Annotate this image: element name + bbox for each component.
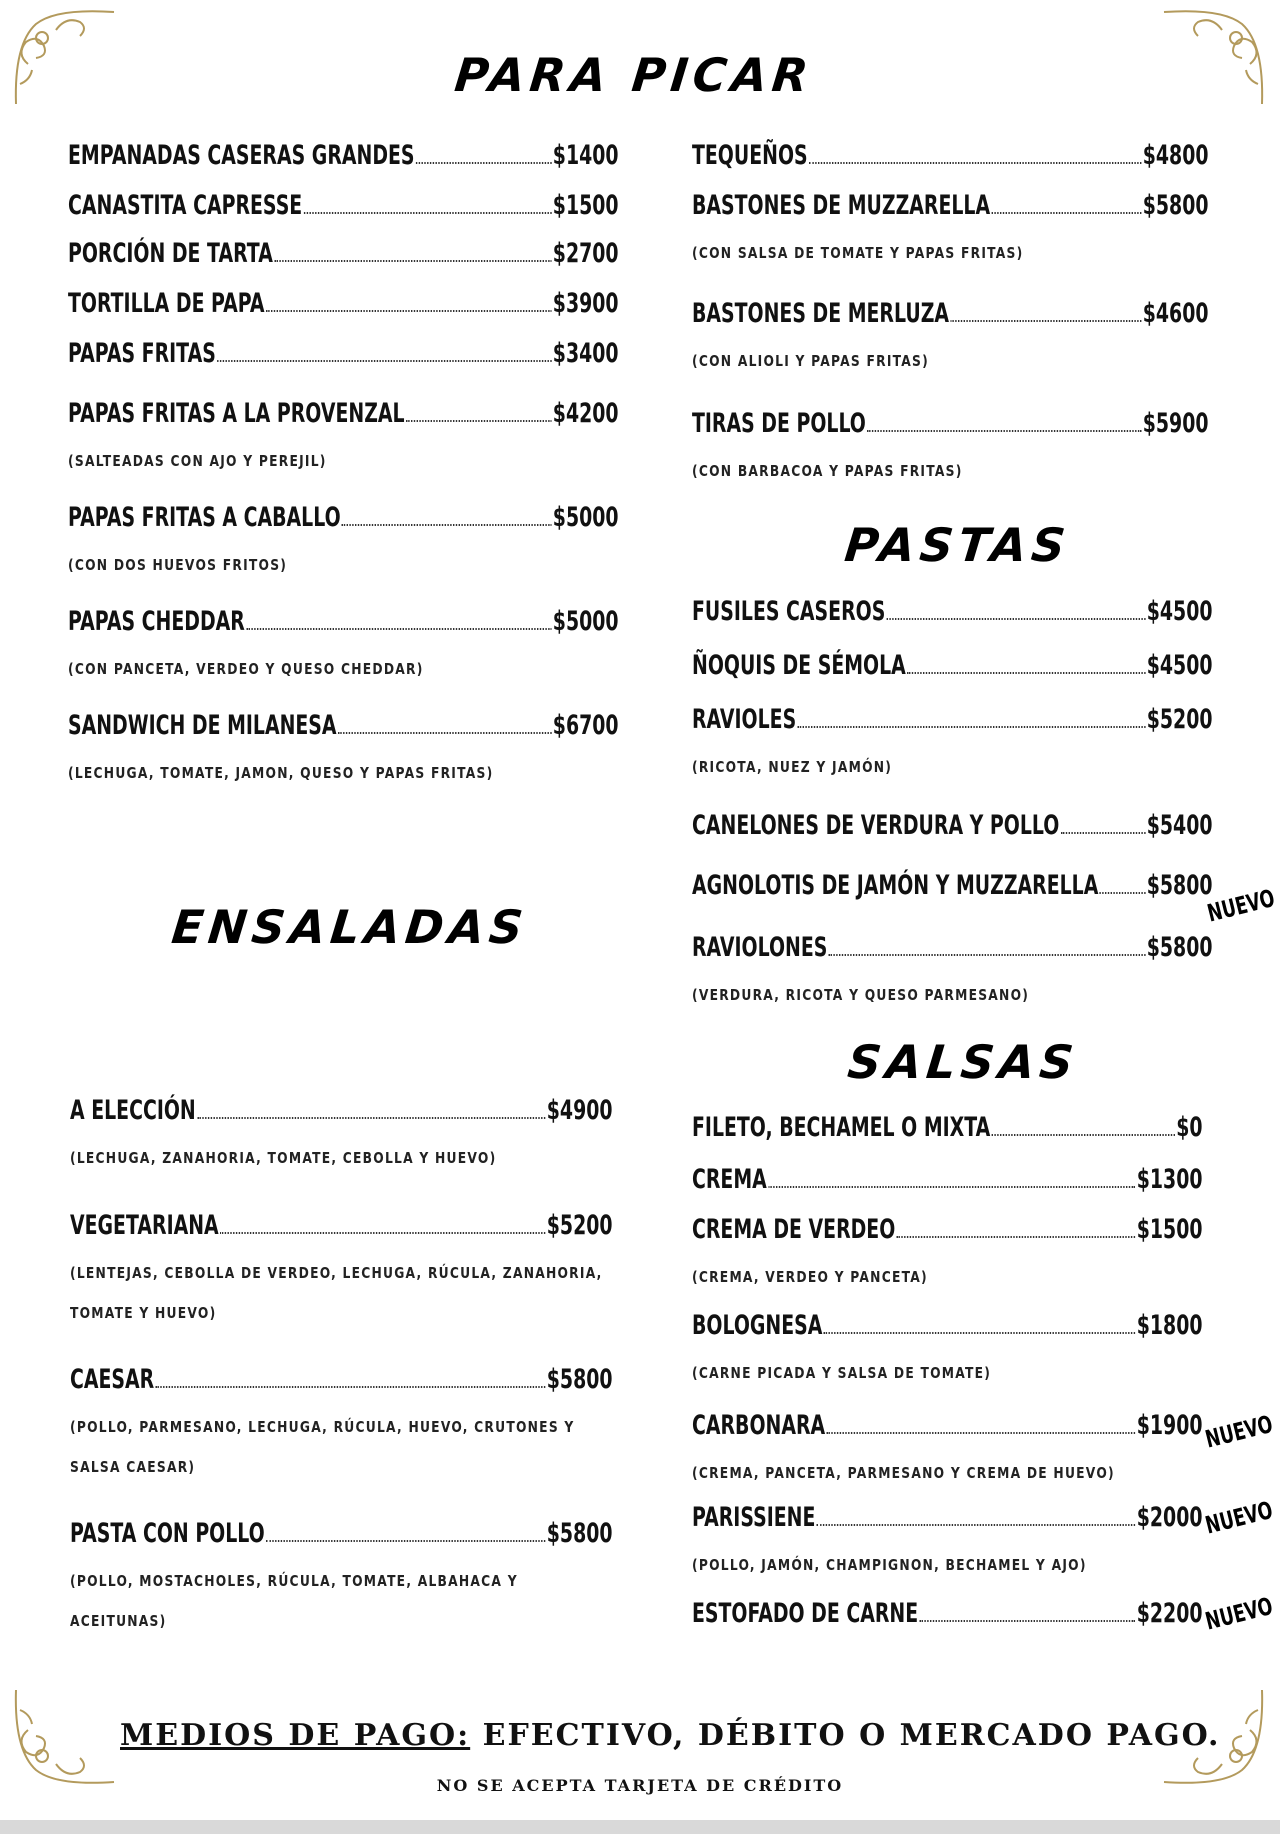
- menu-item-description: (POLLO, PARMESANO, LECHUGA, RÚCULA, HUEVO, CRUTONES Y SALSA CAESAR): [70, 1418, 575, 1476]
- dot-leader: [798, 726, 1146, 728]
- ornament-corner-icon: [1162, 4, 1272, 114]
- menu-item-description: (CREMA, PANCETA, PARMESANO Y CREMA DE HUEVO): [692, 1464, 1115, 1482]
- menu-item: [70, 1210, 612, 1333]
- menu-item: [692, 704, 1212, 787]
- menu-item-price: $2200: [1136, 1598, 1203, 1629]
- menu-item-price: $5200: [1146, 704, 1213, 735]
- menu-item-row: [692, 650, 1213, 681]
- menu-item-price: $5800: [1146, 870, 1213, 901]
- menu-item: [68, 288, 618, 319]
- dot-leader: [342, 524, 551, 526]
- menu-item-name: CARBONARA: [692, 1410, 826, 1441]
- menu-item-name: CREMA DE VERDEO: [692, 1214, 896, 1245]
- dot-leader: [950, 320, 1141, 322]
- menu-item-description: (CON BARBACOA Y PAPAS FRITAS): [692, 462, 963, 480]
- new-badge: NUEVO: [1202, 1591, 1276, 1636]
- menu-item-name: CAESAR: [70, 1364, 155, 1395]
- menu-item-row: [692, 1164, 1203, 1195]
- menu-item-price: $5000: [552, 502, 619, 533]
- menu-item: [692, 1502, 1202, 1585]
- menu-item-price: $5000: [552, 606, 619, 637]
- new-badge: NUEVO: [1204, 883, 1278, 928]
- menu-item: [692, 140, 1208, 171]
- dot-leader: [824, 1332, 1136, 1334]
- menu-item-row: [68, 238, 619, 269]
- menu-item: [692, 190, 1208, 273]
- menu-item-name: CANASTITA CAPRESSE: [68, 190, 303, 221]
- menu-item-description: (LECHUGA, ZANAHORIA, TOMATE, CEBOLLA Y HUEVO): [70, 1149, 497, 1167]
- dot-leader: [246, 628, 551, 630]
- dot-leader: [809, 162, 1141, 164]
- menu-item-name: RAVIOLES: [692, 704, 797, 735]
- menu-item-name: A ELECCIÓN: [70, 1095, 196, 1126]
- menu-item-price: $1900: [1136, 1410, 1203, 1441]
- dot-leader: [887, 618, 1146, 620]
- menu-item-price: $1400: [552, 140, 619, 171]
- menu-item-name: TORTILLA DE PAPA: [68, 288, 265, 319]
- menu-item-price: $5800: [1146, 932, 1213, 963]
- menu-item-price: $5800: [546, 1518, 613, 1549]
- menu-item-row: [68, 140, 619, 171]
- menu-item-row: [692, 1310, 1203, 1341]
- menu-item-price: $5900: [1142, 408, 1209, 439]
- menu-item-description: (LECHUGA, TOMATE, JAMON, QUESO Y PAPAS FRITAS): [68, 764, 494, 782]
- section-title-salsas: SALSAS: [845, 1035, 1081, 1089]
- menu-item-row: [692, 190, 1209, 221]
- menu-item: [68, 502, 618, 585]
- menu-item: [692, 1410, 1202, 1493]
- dot-leader: [156, 1386, 546, 1388]
- menu-item-description: (CON PANCETA, VERDEO Y QUESO CHEDDAR): [68, 660, 424, 678]
- section-title-ensaladas: ENSALADAS: [169, 900, 531, 954]
- new-badge: NUEVO: [1202, 1409, 1276, 1454]
- menu-item-price: $4600: [1142, 298, 1209, 329]
- menu-item-row: [692, 1598, 1203, 1629]
- menu-item: [692, 1310, 1202, 1393]
- menu-item-row: [692, 596, 1213, 627]
- dot-leader: [829, 954, 1146, 956]
- dot-leader: [817, 1524, 1136, 1526]
- payment-methods-text: EFECTIVO, DÉBITO O MERCADO PAGO.: [470, 1718, 1221, 1753]
- menu-item-description: (POLLO, MOSTACHOLES, RÚCULA, TOMATE, ALBAHACA Y ACEITUNAS): [70, 1572, 518, 1630]
- dot-leader: [907, 672, 1145, 674]
- menu-item-name: EMPANADAS CASERAS GRANDES: [68, 140, 415, 171]
- menu-item-name: TEQUEÑOS: [692, 140, 808, 171]
- credit-card-note: NO SE ACEPTA TARJETA DE CRÉDITO: [436, 1776, 844, 1795]
- menu-item-name: SANDWICH DE MILANESA: [68, 710, 337, 741]
- menu-item-name: PORCIÓN DE TARTA: [68, 238, 273, 269]
- menu-item-price: $2000: [1136, 1502, 1203, 1533]
- menu-item-description: (VERDURA, RICOTA Y QUESO PARMESANO): [692, 986, 1030, 1004]
- menu-item: [70, 1518, 612, 1641]
- menu-item-name: PARISSIENE: [692, 1502, 816, 1533]
- menu-item-row: [692, 298, 1209, 329]
- menu-item: [692, 408, 1208, 491]
- menu-item-name: PAPAS FRITAS A CABALLO: [68, 502, 341, 533]
- menu-item-description: (CON DOS HUEVOS FRITOS): [68, 556, 288, 574]
- menu-item-price: $3400: [552, 338, 619, 369]
- menu-item: [70, 1095, 612, 1178]
- menu-item-name: BASTONES DE MUZZARELLA: [692, 190, 991, 221]
- menu-item-row: [692, 408, 1209, 439]
- menu-item-description: (LENTEJAS, CEBOLLA DE VERDEO, LECHUGA, RÚCULA, ZANAHORIA, TOMATE Y HUEVO): [70, 1264, 603, 1322]
- menu-item-row: [692, 810, 1213, 841]
- menu-item-price: $1500: [552, 190, 619, 221]
- dot-leader: [768, 1186, 1135, 1188]
- menu-item-price: $5800: [1142, 190, 1209, 221]
- menu-item-price: $1500: [1136, 1214, 1203, 1245]
- menu-item-name: ÑOQUIS DE SÉMOLA: [692, 650, 906, 681]
- menu-item-name: FILETO, BECHAMEL O MIXTA: [692, 1112, 991, 1143]
- menu-item-name: FUSILES CASEROS: [692, 596, 886, 627]
- menu-item: [692, 596, 1212, 627]
- dot-leader: [920, 1620, 1136, 1622]
- menu-item-price: $6700: [552, 710, 619, 741]
- menu-item: [692, 650, 1212, 681]
- payment-methods-label: MEDIOS DE PAGO:: [120, 1718, 471, 1753]
- dot-leader: [274, 260, 551, 262]
- menu-item-row: [68, 606, 619, 637]
- menu-item-name: RAVIOLONES: [692, 932, 828, 963]
- menu-item: [68, 606, 618, 689]
- menu-item-description: (RICOTA, NUEZ Y JAMÓN): [692, 758, 893, 776]
- menu-item-name: PAPAS FRITAS A LA PROVENZAL: [68, 398, 405, 429]
- menu-item-description: (CREMA, VERDEO Y PANCETA): [692, 1268, 928, 1286]
- page-bottom-edge: [0, 1820, 1280, 1834]
- menu-item: [692, 932, 1212, 1015]
- ornament-corner-icon: [6, 1680, 116, 1790]
- payment-methods: [120, 1718, 1221, 1753]
- dot-leader: [991, 212, 1141, 214]
- menu-item-name: PAPAS CHEDDAR: [68, 606, 245, 637]
- dot-leader: [266, 1540, 545, 1542]
- menu-item-row: [692, 870, 1213, 901]
- dot-leader: [416, 162, 551, 164]
- menu-item-price: $4800: [1142, 140, 1209, 171]
- menu-item-price: $1800: [1136, 1310, 1203, 1341]
- menu-item-price: $5400: [1146, 810, 1213, 841]
- menu-item-row: [70, 1095, 613, 1126]
- section-title-pastas: PASTAS: [842, 518, 1073, 572]
- menu-item-row: [68, 338, 619, 369]
- menu-item: [68, 710, 618, 793]
- dot-leader: [406, 420, 551, 422]
- menu-item-description: (POLLO, JAMÓN, CHAMPIGNON, BECHAMEL Y AJO): [692, 1556, 1087, 1574]
- menu-item: [692, 810, 1212, 841]
- menu-item-price: $4200: [552, 398, 619, 429]
- menu-item-name: BOLOGNESA: [692, 1310, 823, 1341]
- menu-item-row: [692, 1214, 1203, 1245]
- menu-item: [692, 1164, 1202, 1195]
- menu-item-row: [70, 1210, 613, 1241]
- menu-item-description: (CON SALSA DE TOMATE Y PAPAS FRITAS): [692, 244, 1024, 262]
- menu-item-name: CREMA: [692, 1164, 767, 1195]
- menu-item: [692, 1112, 1202, 1143]
- menu-item-price: $5800: [546, 1364, 613, 1395]
- menu-item: [68, 338, 618, 369]
- section-title-para-picar: PARA PICAR: [452, 48, 816, 102]
- menu-item-row: [692, 704, 1213, 735]
- dot-leader: [338, 732, 551, 734]
- menu-item-row: [68, 288, 619, 319]
- menu-item-name: ESTOFADO DE CARNE: [692, 1598, 919, 1629]
- menu-item-row: [70, 1364, 613, 1395]
- dot-leader: [266, 310, 551, 312]
- menu-item: [68, 238, 618, 269]
- menu-item: [692, 298, 1208, 381]
- menu-item-price: $4900: [546, 1095, 613, 1126]
- menu-item-row: [70, 1518, 613, 1549]
- menu-item: [68, 190, 618, 221]
- dot-leader: [992, 1134, 1175, 1136]
- dot-leader: [1100, 892, 1146, 894]
- menu-item-description: (CON ALIOLI Y PAPAS FRITAS): [692, 352, 930, 370]
- menu-item-price: $4500: [1146, 650, 1213, 681]
- menu-item-price: $1300: [1136, 1164, 1203, 1195]
- menu-item-name: CANELONES DE VERDURA Y POLLO: [692, 810, 1060, 841]
- menu-item-row: [68, 502, 619, 533]
- menu-item-name: TIRAS DE POLLO: [692, 408, 866, 439]
- menu-item-row: [692, 1502, 1203, 1533]
- menu-item: [692, 1598, 1202, 1629]
- menu-item-price: $5200: [546, 1210, 613, 1241]
- dot-leader: [197, 1117, 545, 1119]
- menu-item-row: [68, 190, 619, 221]
- menu-item: [692, 1214, 1202, 1297]
- dot-leader: [217, 360, 551, 362]
- menu-item-row: [692, 1112, 1203, 1143]
- menu-item: [70, 1364, 612, 1487]
- menu-item-description: (CARNE PICADA Y SALSA DE TOMATE): [692, 1364, 992, 1382]
- dot-leader: [304, 212, 552, 214]
- dot-leader: [1061, 832, 1146, 834]
- menu-item: [68, 140, 618, 171]
- menu-item-description: (SALTEADAS CON AJO Y PEREJIL): [68, 452, 327, 470]
- menu-item-price: $2700: [552, 238, 619, 269]
- new-badge: NUEVO: [1202, 1495, 1276, 1540]
- menu-item-name: PAPAS FRITAS: [68, 338, 216, 369]
- menu-item-name: BASTONES DE MERLUZA: [692, 298, 950, 329]
- dot-leader: [897, 1236, 1136, 1238]
- menu-item-row: [692, 932, 1213, 963]
- ornament-corner-icon: [6, 4, 116, 114]
- menu-item-price: $4500: [1146, 596, 1213, 627]
- dot-leader: [220, 1232, 545, 1234]
- dot-leader: [867, 430, 1141, 432]
- menu-item-price: $3900: [552, 288, 619, 319]
- menu-item-row: [692, 140, 1209, 171]
- menu-item-row: [68, 398, 619, 429]
- menu-item-name: PASTA CON POLLO: [70, 1518, 265, 1549]
- menu-item-name: AGNOLOTIS DE JAMÓN Y MUZZARELLA: [692, 870, 1099, 901]
- menu-item-name: VEGETARIANA: [70, 1210, 219, 1241]
- menu-item: [68, 398, 618, 481]
- menu-item-row: [68, 710, 619, 741]
- dot-leader: [827, 1432, 1136, 1434]
- menu-item-price: $0: [1176, 1112, 1203, 1143]
- menu-item: [692, 870, 1212, 901]
- menu-item-row: [692, 1410, 1203, 1441]
